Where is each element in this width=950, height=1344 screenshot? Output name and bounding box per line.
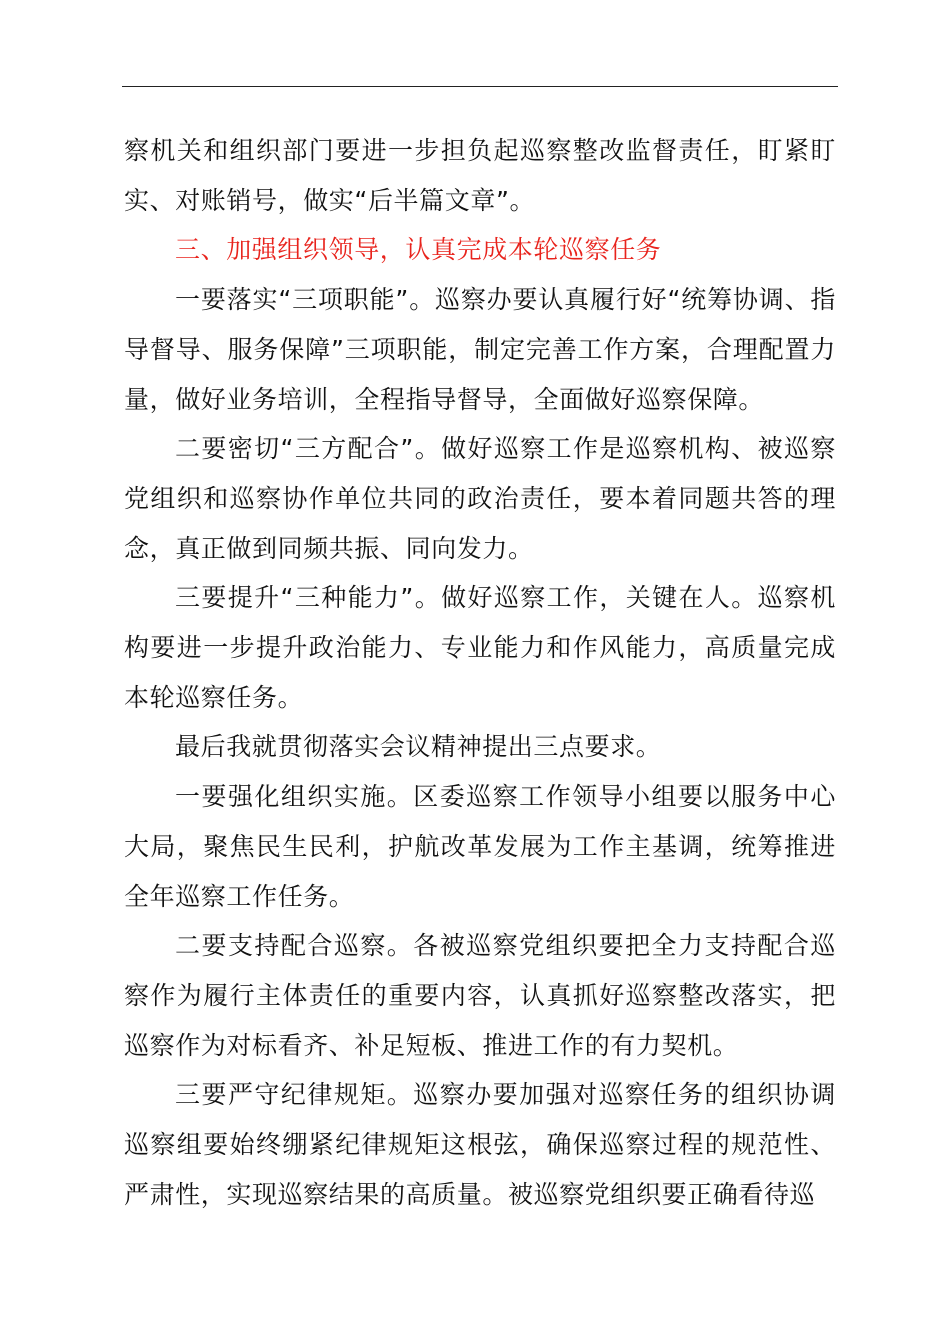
paragraph: 一要落实“三项职能”。巡察办要认真履行好“统筹协调、指导督导、服务保障”三项职能，制定完善工作方案，合理配置力量，做好业务培训，全程指导督导，全面做好巡察保障。 <box>124 285 836 414</box>
paragraph: 三要提升“三种能力”。做好巡察工作，关键在人。巡察机构要进一步提升政治能力、专业能力和作风能力，高质量完成本轮巡察任务。 <box>124 583 836 712</box>
section-heading: 三、加强组织领导，认真完成本轮巡察任务 <box>175 235 662 265</box>
header-rule <box>122 86 838 87</box>
document-body <box>124 126 836 1219</box>
paragraph-continuation: 察机关和组织部门要进一步担负起巡察整改监督责任，盯紧盯实、对账销号，做实“后半篇文章”。 <box>124 136 836 215</box>
paragraph: 一要强化组织实施。区委巡察工作领导小组要以服务中心大局，聚焦民生民利，护航改革发展为工作主基调，统筹推进全年巡察工作任务。 <box>124 782 836 911</box>
paragraph: 二要支持配合巡察。各被巡察党组织要把全力支持配合巡察作为履行主体责任的重要内容，认真抓好巡察整改落实，把巡察作为对标看齐、补足短板、推进工作的有力契机。 <box>124 931 836 1060</box>
paragraph: 二要密切“三方配合”。做好巡察工作是巡察机构、被巡察党组织和巡察协作单位共同的政治责任，要本着同题共答的理念，真正做到同频共振、同向发力。 <box>124 434 836 563</box>
paragraph: 三要严守纪律规矩。巡察办要加强对巡察任务的组织协调巡察组要始终绷紧纪律规矩这根弦，确保巡察过程的规范性、严肃性，实现巡察结果的高质量。被巡察党组织要正确看待巡 <box>124 1080 836 1209</box>
paragraph: 最后我就贯彻落实会议精神提出三点要求。 <box>175 732 662 762</box>
